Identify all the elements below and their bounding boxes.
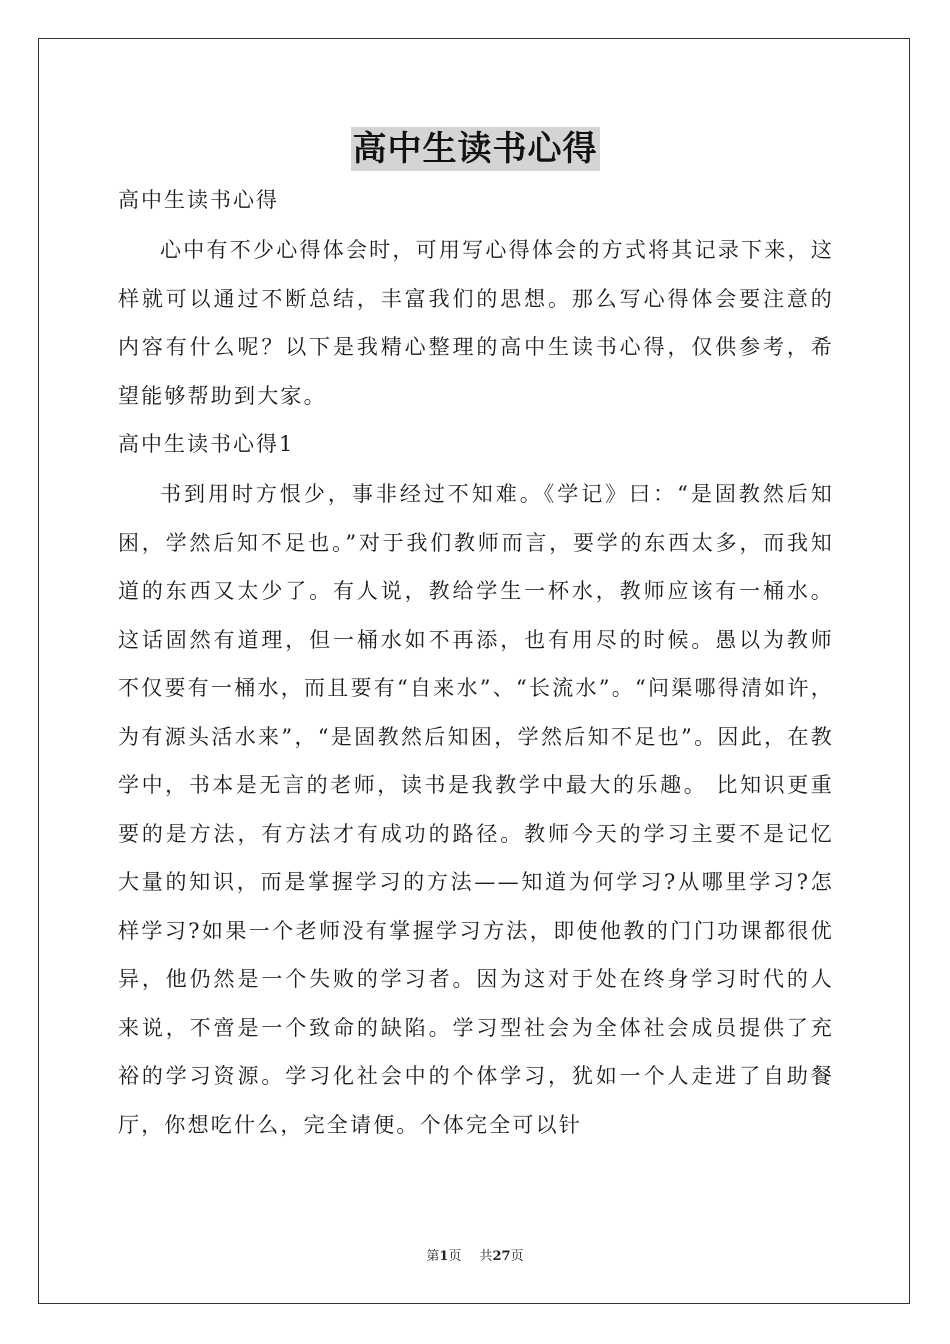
page-suffix: 页 (448, 1249, 462, 1264)
body-paragraph: 书到用时方恨少，事非经过不知难。《学记》曰：“是固教然后知困，学然后知不足也。”对于我们教师而言，要学的东西太多，而我知道的东西又太少了。有人说，教给学生一杯水，教师应该有一桶水。这话固然有道理，但一桶水如不再添，也有用尽的时候。愚以为教师不仅要有一桶水，而且要有“自来水”、“长流水”。“问渠哪得清如许，为有源头活水来”，“是固教然后知困，学然后知不足也”。因此，在教学中，书本是无言的老师，读书是我教学中最大的乐趣。 比知识更重要的是方法，有方法才有成功的路径。教师今天的学习主要不是记忆大量的知识，而是掌握学习的方法——知道为何学习?从哪里学习?怎样学习?如果一个老师没有掌握学习方法，即使他教的门门功课都很优异，他仍然是一个失败的学习者。因为这对于处在终身学习时代的人来说，不啻是一个致命的缺陷。学习型社会为全体社会成员提供了充裕的学习资源。学习化社会中的个体学习，犹如一个人走进了自助餐厅，你想吃什么，完全请便。个体完全可以针 (118, 482, 834, 1137)
page-footer (0, 1245, 950, 1264)
total-suffix: 页 (510, 1249, 524, 1264)
document-title: 高中生读书心得 (352, 129, 598, 169)
document-subtitle: 高中生读书心得 (118, 188, 279, 212)
total-pages: 27 (492, 1249, 511, 1264)
title-container (0, 127, 950, 171)
total-prefix: 共 (479, 1249, 493, 1264)
intro-paragraph: 心中有不少心得体会时，可用写心得体会的方式将其记录下来，这样就可以通过不断总结，丰富我们的思想。那么写心得体会要注意的内容有什么呢？以下是我精心整理的高中生读书心得，仅供参考，希望能够帮助到大家。 (118, 238, 834, 408)
document-body (118, 178, 834, 1149)
section-heading: 高中生读书心得1 (118, 432, 295, 456)
page-prefix: 第 (426, 1249, 440, 1264)
page-current: 1 (439, 1249, 449, 1264)
